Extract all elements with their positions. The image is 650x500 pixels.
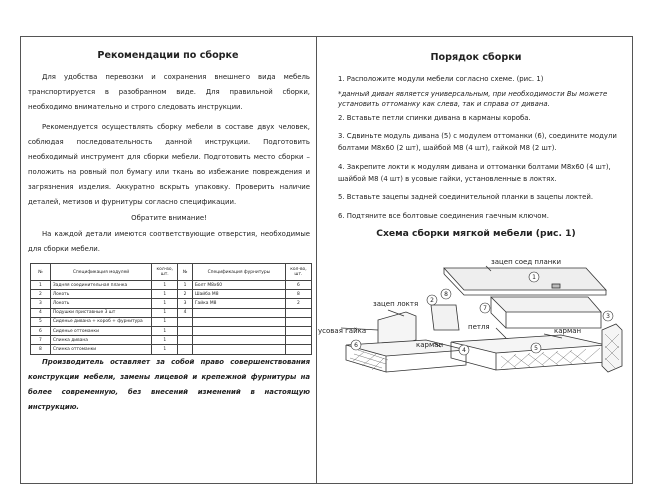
label-pocket-left: карман — [416, 341, 444, 349]
table-row — [31, 345, 312, 354]
table-cell: Подушки приставные 3 шт — [50, 308, 151, 317]
table-cell: 3 — [31, 299, 51, 308]
table-cell — [192, 326, 285, 335]
step-4: 4. Закрепите локти к модулям дивана и оттоманки болтами М8х60 (4 шт), шайбой М8 (4 шт) в усовые гайки, установленные в локтях. — [338, 162, 611, 183]
table-cell — [192, 308, 285, 317]
table-cell — [192, 345, 285, 354]
table-cell — [178, 326, 193, 335]
table-header: № — [178, 264, 193, 281]
specification-table — [30, 263, 312, 355]
table-cell: Болт М8х60 — [192, 281, 285, 290]
step-1: 1. Расположите модули мебели согласно схеме. (рис. 1) — [338, 75, 544, 83]
table-cell: 6 — [285, 281, 311, 290]
paragraph-transport: Для удобства перевозки и сохранения внешнего вида мебель транспортируется в разобранном виде. Для правильной сборки, необходимо внимательно и строго следовать инструкции. — [28, 73, 310, 111]
table-cell: 2 — [285, 299, 311, 308]
table-row — [31, 299, 312, 308]
table-cell: 1 — [152, 290, 178, 299]
part-number-1: 1 — [532, 274, 536, 281]
right-page — [320, 36, 632, 239]
table-header: Спецификация фурнитуры — [192, 264, 285, 281]
table-cell: 7 — [31, 336, 51, 345]
table-cell: Гайка М8 — [192, 299, 285, 308]
label-pocket-right: карман — [554, 327, 582, 335]
table-cell — [285, 326, 311, 335]
table-cell — [178, 345, 193, 354]
part-number-8: 8 — [444, 291, 448, 298]
attention-text: Обратите внимание! — [131, 214, 207, 222]
table-row — [31, 308, 312, 317]
recommendations-title: Рекомендации по сборке — [97, 50, 239, 61]
table-header: Спецификация модулей — [50, 264, 151, 281]
table-cell: 1 — [152, 336, 178, 345]
label-plank-hook: зацеп соед планки — [491, 258, 562, 266]
table-cell: 8 — [31, 345, 51, 354]
assembly-scheme-diagram — [316, 250, 632, 390]
table-cell — [285, 308, 311, 317]
table-cell: 1 — [152, 308, 178, 317]
table-header: № — [31, 264, 51, 281]
table-cell: 1 — [152, 317, 178, 326]
paragraph-assembly: Рекомендуется осуществлять сборку мебели в составе двух человек, соблюдая последовательность данной инструкции. Подготовить необходимый инструмент для сборки мебели. Подготовить место сборки – положить на ровный пол бумагу или ткань во избежание повреждения и загрязнения изделия. Аккуратно вскрыть упаковку. Проверить наличие деталей, метизов и фурнитуры согласно спецификации. — [28, 123, 310, 206]
table-cell: 5 — [31, 317, 51, 326]
assembly-order-title: Порядок сборки — [430, 52, 522, 63]
table-cell — [178, 317, 193, 326]
table-cell — [285, 317, 311, 326]
label-elbow-hook: зацеп локтя — [373, 300, 419, 308]
step-3: 3. Сдвиньте модуль дивана (5) с модулем оттоманки (6), соедините модули болтами М8х60 (2 шт), шайбой М8 (4 шт), гайкой М8 (2 шт). — [338, 132, 617, 152]
table-header: кол-во, шт. — [285, 264, 311, 281]
table-cell: 4 — [31, 308, 51, 317]
table-cell: 1 — [31, 281, 51, 290]
table-cell: 1 — [178, 281, 193, 290]
paragraph-holes: На каждой детали имеются соответствующие отверстия, необходимые для сборки мебели. — [28, 230, 310, 253]
table-cell: Сиденье дивана + короб + фурнитура — [50, 317, 151, 326]
part-number-2: 2 — [430, 297, 434, 304]
scheme-title: Схема сборки мягкой мебели (рис. 1) — [376, 228, 576, 239]
step-5: 5. Вставьте зацепы задней соединительной планки в зацепы локтей. — [338, 193, 594, 201]
part-number-5: 5 — [534, 345, 538, 352]
step-6: 6. Подтяните все болтовые соединения гаечным ключом. — [338, 211, 549, 220]
table-cell — [285, 336, 311, 345]
table-cell: 2 — [31, 290, 51, 299]
label-loop: петля — [468, 323, 490, 331]
step-2: 2. Вставьте петли спинки дивана в карманы короба. — [338, 113, 531, 122]
part-number-3: 3 — [606, 313, 610, 320]
table-cell: 8 — [285, 290, 311, 299]
part-number-7: 7 — [483, 305, 487, 312]
table-cell — [285, 345, 311, 354]
table-cell: 1 — [152, 345, 178, 354]
table-cell: 1 — [152, 299, 178, 308]
assembly-steps — [338, 73, 626, 222]
table-cell: 1 — [152, 326, 178, 335]
table-cell: 1 — [152, 281, 178, 290]
table-cell: Локоть — [50, 290, 151, 299]
table-row — [31, 336, 312, 345]
table-cell: 2 — [178, 290, 193, 299]
table-cell: 4 — [178, 308, 193, 317]
table-header: кол-во, шт. — [152, 264, 178, 281]
table-cell: Сиденье оттоманки — [50, 326, 151, 335]
part-number-4: 4 — [462, 347, 466, 354]
table-cell — [192, 336, 285, 345]
table-cell: Локоть — [50, 299, 151, 308]
table-row — [31, 326, 312, 335]
part-number-6: 6 — [354, 342, 358, 349]
label-mustache-nut: усовая гайка — [318, 327, 367, 335]
table-cell: 6 — [31, 326, 51, 335]
left-page — [22, 36, 314, 415]
step-1-note: *данный диван является универсальным, при необходимости Вы можете установить оттоманку как слева, так и справа от дивана. — [338, 89, 608, 108]
table-cell: Спинка оттоманки — [50, 345, 151, 354]
table-cell: Шайба М8 — [192, 290, 285, 299]
table-row — [31, 317, 312, 326]
table-cell — [178, 336, 193, 345]
table-cell: Задняя соединительная планка — [50, 281, 151, 290]
table-cell: Спинка дивана — [50, 336, 151, 345]
table-row — [31, 281, 312, 290]
table-header-row — [31, 264, 312, 281]
table-cell: 3 — [178, 299, 193, 308]
table-row — [31, 290, 312, 299]
manufacturer-note: Производитель оставляет за собой право совершенствования конструкции мебели, замены лицевой и крепежной фурнитуры на более современную, без внесений изменений в настоящую инструкцию. — [28, 357, 310, 411]
table-cell — [192, 317, 285, 326]
